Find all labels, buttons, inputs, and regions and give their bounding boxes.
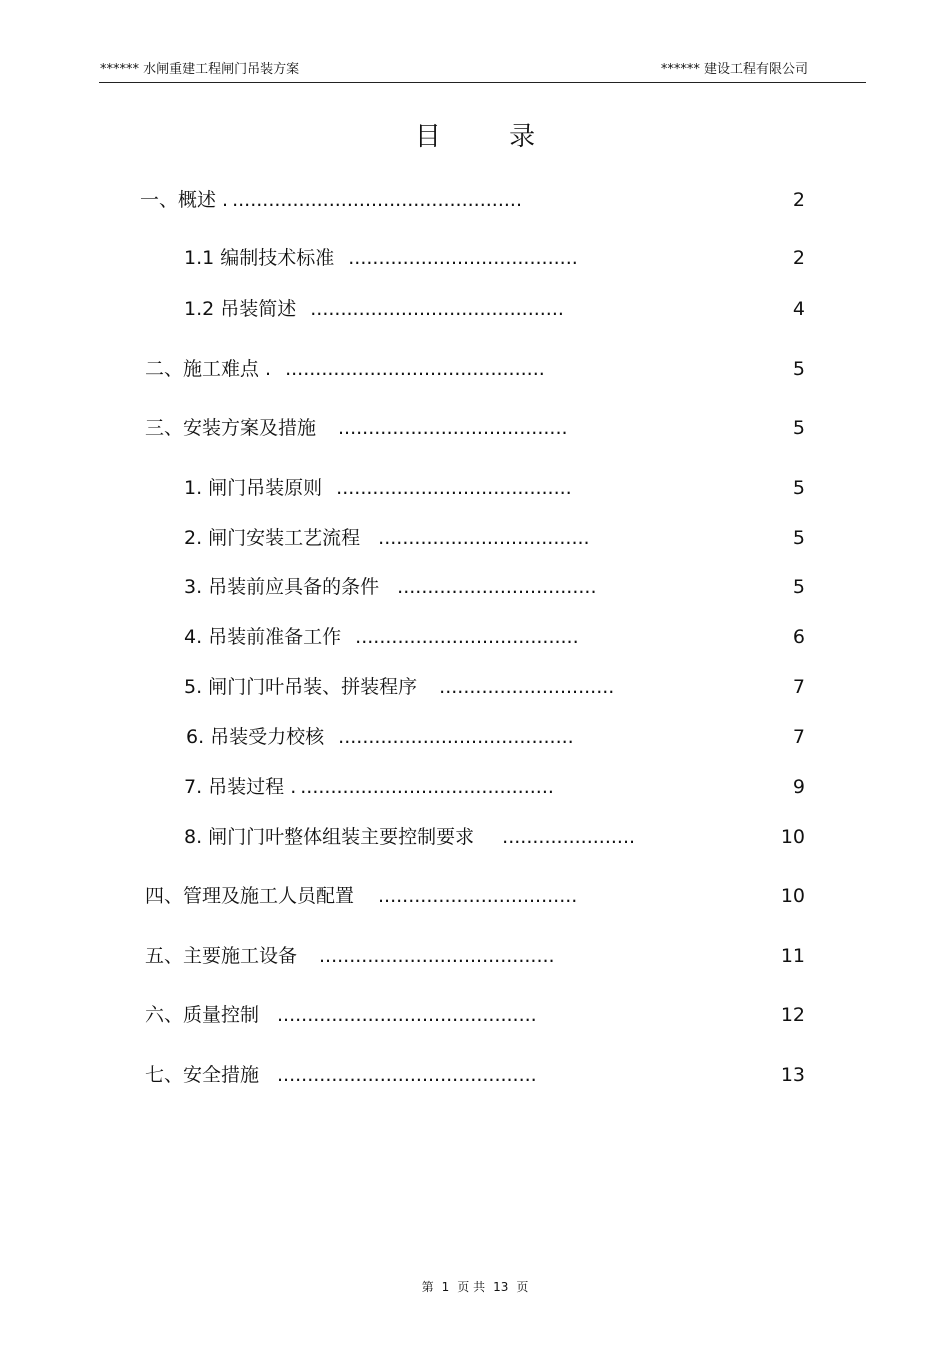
toc-leader-dots: .......................................... bbox=[310, 298, 564, 320]
toc-entry-label: 1. 闸门吊装原则 bbox=[184, 477, 323, 499]
toc-entry-label: 二、施工难点 . bbox=[145, 358, 272, 380]
toc-entry-label: 5. 闸门门叶吊装、拼装程序 bbox=[184, 676, 418, 698]
toc-leader-dots: ................................. bbox=[397, 576, 597, 598]
toc-entry-label: 七、安全措施 bbox=[145, 1064, 260, 1086]
toc-entry-3-7[interactable] bbox=[184, 773, 554, 801]
toc-entry-label: 一、概述 . bbox=[140, 189, 229, 211]
footer-prefix: 第 bbox=[421, 1280, 434, 1294]
toc-leader-dots: ........................................... bbox=[277, 1004, 537, 1026]
toc-page-number: 6 bbox=[792, 626, 805, 648]
toc-page-number: 5 bbox=[792, 576, 805, 598]
toc-page-number: 2 bbox=[792, 189, 805, 211]
page-footer bbox=[0, 1278, 950, 1295]
toc-entry-3-6[interactable] bbox=[186, 723, 574, 751]
toc-page-number: 12 bbox=[780, 1004, 805, 1026]
toc-page-number: 9 bbox=[792, 776, 805, 798]
toc-entry-label: 六、质量控制 bbox=[145, 1004, 260, 1026]
toc-page-number: 10 bbox=[780, 826, 805, 848]
toc-entry-7[interactable] bbox=[145, 1061, 537, 1089]
toc-leader-dots: ....................................... bbox=[336, 477, 572, 499]
toc-page-number: 7 bbox=[792, 726, 805, 748]
toc-page-number: 5 bbox=[792, 358, 805, 380]
toc-leader-dots: ...................... bbox=[502, 826, 636, 848]
toc-entry-label: 4. 吊装前准备工作 bbox=[184, 626, 342, 648]
toc-page-number: 10 bbox=[780, 885, 805, 907]
toc-page-number: 2 bbox=[792, 247, 805, 269]
toc-entry-2[interactable] bbox=[145, 355, 545, 383]
toc-page-number: 13 bbox=[780, 1064, 805, 1086]
toc-entry-3-2[interactable] bbox=[184, 524, 590, 552]
toc-entry-3-4[interactable] bbox=[184, 623, 579, 651]
toc-entry-3-5[interactable] bbox=[184, 673, 614, 701]
toc-entry-label: 1.1 编制技术标准 bbox=[184, 247, 335, 269]
toc-entry-3[interactable] bbox=[145, 414, 568, 442]
toc-entry-6[interactable] bbox=[145, 1001, 537, 1029]
footer-current-page: 1 bbox=[441, 1280, 450, 1294]
toc-title: 目 录 bbox=[414, 122, 566, 152]
toc-leader-dots: ..................................... bbox=[355, 626, 579, 648]
toc-page-number: 4 bbox=[792, 298, 805, 320]
toc-entry-label: 7. 吊装过程 . bbox=[184, 776, 297, 798]
toc-leader-dots: .......................................... bbox=[300, 776, 554, 798]
header-divider bbox=[99, 82, 866, 83]
toc-leader-dots: ....................................... bbox=[338, 726, 574, 748]
toc-entry-label: 8. 闸门门叶整体组装主要控制要求 bbox=[184, 826, 475, 848]
toc-leader-dots: ................................. bbox=[378, 885, 578, 907]
toc-page-number: 11 bbox=[780, 945, 805, 967]
toc-page-number: 5 bbox=[792, 417, 805, 439]
toc-entry-5[interactable] bbox=[145, 942, 555, 970]
toc-entry-3-8[interactable] bbox=[184, 823, 635, 851]
toc-entry-1-1[interactable] bbox=[184, 244, 578, 272]
toc-entry-label: 6. 吊装受力校核 bbox=[186, 726, 325, 748]
toc-entry-1[interactable] bbox=[140, 186, 522, 214]
page-header bbox=[100, 58, 865, 78]
toc-leader-dots: ................................... bbox=[378, 527, 590, 549]
toc-entry-1-2[interactable] bbox=[184, 295, 564, 323]
footer-mid: 页 共 bbox=[457, 1280, 486, 1294]
header-document-title: ****** 水闸重建工程闸门吊装方案 bbox=[100, 62, 300, 77]
toc-entry-label: 1.2 吊装简述 bbox=[184, 298, 297, 320]
toc-entry-3-1[interactable] bbox=[184, 474, 572, 502]
toc-leader-dots: ........................................... bbox=[277, 1064, 537, 1086]
toc-entry-4[interactable] bbox=[145, 882, 577, 910]
toc-entry-label: 四、管理及施工人员配置 bbox=[145, 885, 355, 907]
toc-leader-dots: ................................................ bbox=[232, 189, 522, 211]
toc-entry-label: 2. 闸门安装工艺流程 bbox=[184, 527, 361, 549]
toc-page-number: 7 bbox=[792, 676, 805, 698]
toc-leader-dots: ...................................... bbox=[348, 247, 578, 269]
toc-leader-dots: ....................................... bbox=[319, 945, 555, 967]
toc-entry-3-3[interactable] bbox=[184, 573, 596, 601]
header-company-name: ****** 建设工程有限公司 bbox=[660, 62, 808, 77]
toc-page-number: 5 bbox=[792, 477, 805, 499]
toc-entry-label: 3. 吊装前应具备的条件 bbox=[184, 576, 380, 598]
toc-entry-label: 三、安装方案及措施 bbox=[145, 417, 317, 439]
toc-leader-dots: ............................. bbox=[439, 676, 615, 698]
footer-total-pages: 13 bbox=[493, 1280, 509, 1294]
toc-page-number: 5 bbox=[792, 527, 805, 549]
toc-leader-dots: ...................................... bbox=[338, 417, 568, 439]
toc-entry-label: 五、主要施工设备 bbox=[145, 945, 298, 967]
footer-suffix: 页 bbox=[516, 1280, 529, 1294]
toc-leader-dots: ........................................... bbox=[285, 358, 545, 380]
